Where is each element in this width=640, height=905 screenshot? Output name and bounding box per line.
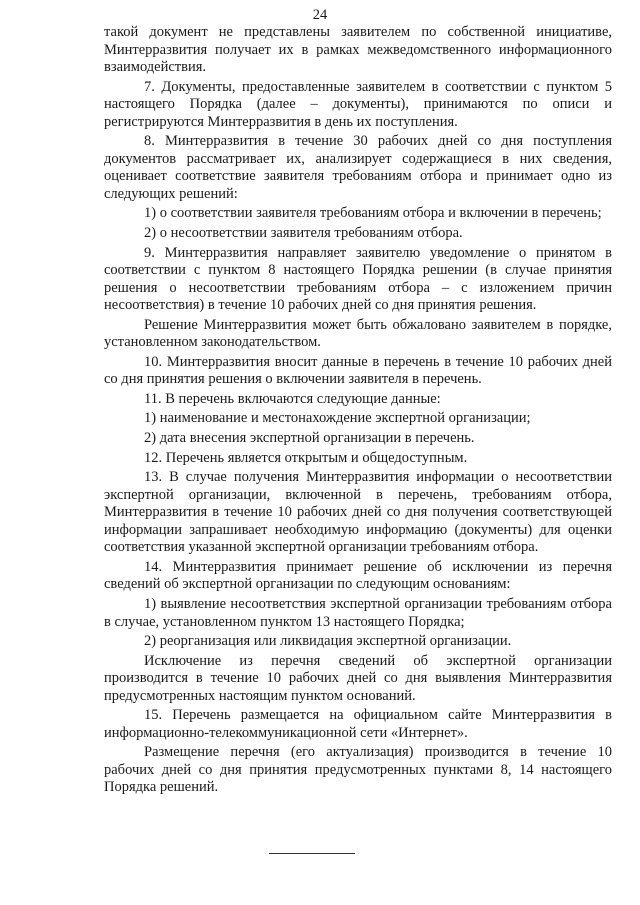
paragraph-item-14: 14. Минтерразвития принимает решение об исключении из перечня сведений об экспертной организации по следующим основаниям: <box>104 558 612 593</box>
paragraph-item-15: 15. Перечень размещается на официальном сайте Минтерразвития в информационно-телекоммуникационной сети «Интернет». <box>104 707 612 741</box>
page-number: 24 <box>312 7 328 23</box>
paragraph-item-13: 13. В случае получения Минтерразвития информации о несоответствии экспертной организации, включенной в перечень, требованиям отбора, Минтерразвития в течение 10 рабочих дней со дня получения соответствующей информации запрашивает необходимую информацию (документы) для оценки соответствия указанной экспертной организации требованиям отбора. <box>104 469 612 556</box>
paragraph-subitem-11-2: 2) дата внесения экспертной организации в перечень. <box>144 430 475 447</box>
paragraph-subitem-11-1: 1) наименование и местонахождение экспертной организации; <box>144 410 531 427</box>
paragraph-continuation: такой документ не представлены заявителем по собственной инициативе, Минтерразвития получает их в рамках межведомственного информационного взаимодействия. <box>104 24 612 76</box>
paragraph-item-12: 12. Перечень является открытым и общедоступным. <box>144 449 468 466</box>
paragraph-item-10: 10. Минтерразвития вносит данные в перечень в течение 10 рабочих дней со дня принятия решения о включении заявителя в перечень. <box>104 353 612 388</box>
paragraph-subitem-8-1: 1) о соответствии заявителя требованиям отбора и включении в перечень; <box>144 205 602 222</box>
paragraph-item-9: 9. Минтерразвития направляет заявителю уведомление о принятом в соответствии с пунктом 8 настоящего Порядка решении (в случае принятия решения о несоответствии требованиям отбора – с изложением причин несоответствия) в течение 10 рабочих дней со дня принятия решения. <box>104 244 612 314</box>
end-divider-line <box>269 853 355 854</box>
document-body <box>104 24 612 797</box>
paragraph-appeal: Решение Минтерразвития может быть обжаловано заявителем в порядке, установленном законодательством. <box>104 316 612 351</box>
paragraph-item-8: 8. Минтерразвития в течение 30 рабочих дней со дня поступления документов рассматривает их, анализирует содержащиеся в них сведения, оценивает соответствие заявителя требованиям отбора и принимает одно из следующих решений: <box>104 133 612 202</box>
paragraph-subitem-14-2: 2) реорганизация или ликвидация экспертной организации. <box>144 633 512 650</box>
paragraph-subitem-8-2: 2) о несоответствии заявителя требованиям отбора. <box>144 225 463 242</box>
paragraph-exclusion: Исключение из перечня сведений об экспертной организации производится в течение 10 рабочих дней со дня выявления Минтерразвития предусмотренных настоящим пунктом оснований. <box>104 652 612 704</box>
paragraph-publication: Размещение перечня (его актуализация) производится в течение 10 рабочих дней со дня принятия предусмотренных пунктами 8, 14 настоящего Порядка решений. <box>104 744 612 796</box>
paragraph-subitem-14-1: 1) выявление несоответствия экспертной организации требованиям отбора в случае, установленном пунктом 13 настоящего Порядка; <box>104 595 612 630</box>
paragraph-item-11: 11. В перечень включаются следующие данные: <box>144 390 441 407</box>
paragraph-item-7: 7. Документы, предоставленные заявителем в соответствии с пунктом 5 настоящего Порядка (далее – документы), принимаются по описи и регистрируются Минтерразвития в день их поступления. <box>104 78 612 130</box>
